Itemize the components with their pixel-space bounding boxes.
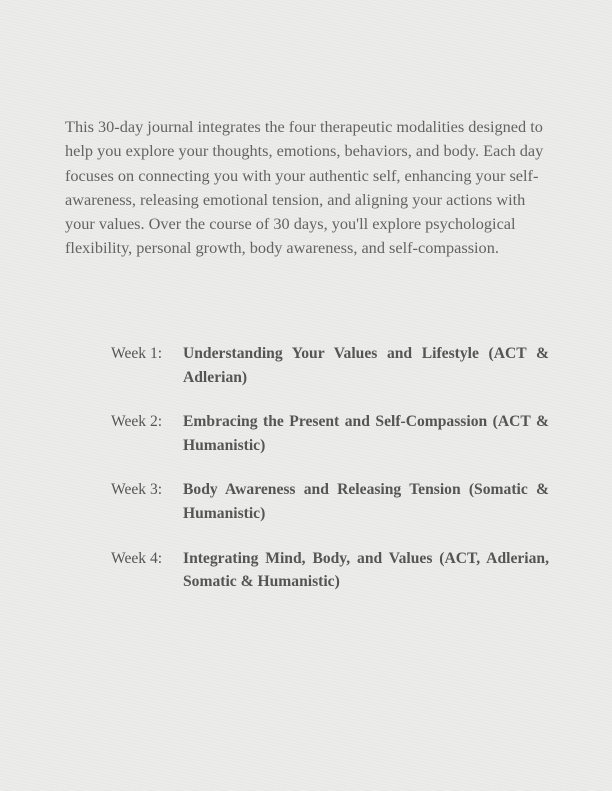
week-title: Embracing the Present and Self-Compassion (ACT & Humanistic)	[183, 413, 549, 454]
week-label: Week 2:	[111, 413, 163, 431]
week-item-1	[111, 342, 549, 389]
week-label: Week 4:	[111, 549, 163, 567]
week-item-4	[111, 547, 549, 594]
weekly-overview-list	[111, 342, 549, 615]
week-label: Week 3:	[111, 481, 163, 499]
week-item-2	[111, 410, 549, 457]
week-title: Body Awareness and Releasing Tension (Somatic & Humanistic)	[183, 481, 549, 522]
week-item-3	[111, 478, 549, 525]
week-label: Week 1:	[111, 345, 163, 362]
week-title: Integrating Mind, Body, and Values (ACT, Adlerian, Somatic & Humanistic)	[183, 549, 549, 591]
intro-paragraph: This 30-day journal integrates the four therapeutic modalities designed to help you explore your thoughts, emotions, behaviors, and body. Each day focuses on connecting you with your authentic self, enhancing your self-awareness, releasing emotional tension, and aligning your actions with your values. Over the course of 30 days, you'll explore psychological flexibility, personal growth, body awareness, and self-compassion.	[65, 117, 544, 258]
week-title: Understanding Your Values and Lifestyle (ACT & Adlerian)	[183, 345, 549, 386]
